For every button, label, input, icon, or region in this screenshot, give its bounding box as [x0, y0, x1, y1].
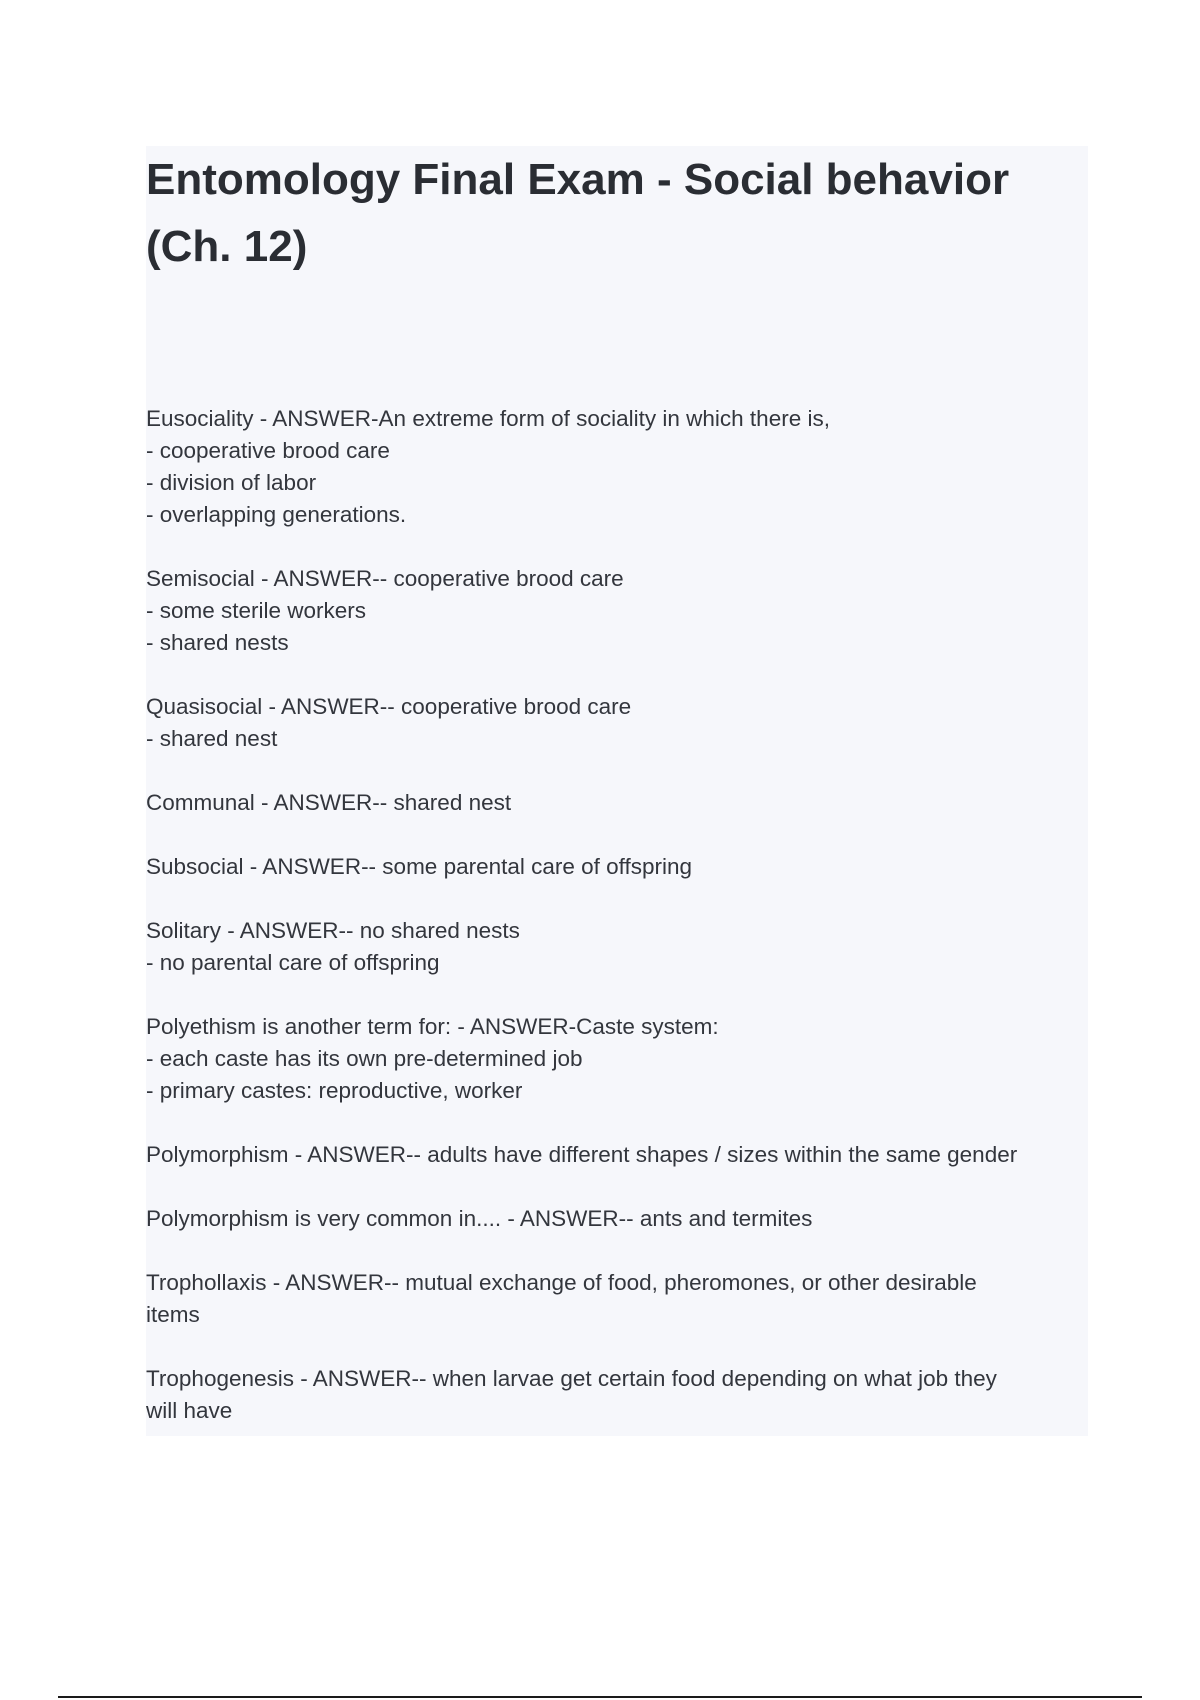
- qa-entry-solitary: Solitary - ANSWER-- no shared nests - no parental care of offspring: [146, 918, 520, 975]
- qa-entry-polymorphism-common: Polymorphism is very common in.... - ANSWER-- ants and termites: [146, 1206, 813, 1231]
- document-title: Entomology Final Exam - Social behavior (Ch. 12): [146, 155, 1010, 271]
- qa-entry-trophollaxis: Trophollaxis - ANSWER-- mutual exchange of food, pheromones, or other desirable items: [146, 1270, 977, 1327]
- qa-entry-eusociality: Eusociality - ANSWER-An extreme form of sociality in which there is, - cooperative brood care - division of labor - overlapping generations.: [146, 406, 830, 527]
- qa-entry-subsocial: Subsocial - ANSWER-- some parental care of offspring: [146, 854, 693, 879]
- qa-list: [146, 403, 1088, 1459]
- footer-divider: [58, 1696, 1142, 1698]
- qa-entry-polymorphism: Polymorphism - ANSWER-- adults have different shapes / sizes within the same gender: [146, 1142, 1018, 1167]
- qa-entry-polyethism: Polyethism is another term for: - ANSWER-Caste system: - each caste has its own pre-determined job - primary castes: reproductive, worker: [146, 1014, 719, 1103]
- qa-entry-communal: Communal - ANSWER-- shared nest: [146, 790, 512, 815]
- qa-entry-semisocial: Semisocial - ANSWER-- cooperative brood care - some sterile workers - shared nests: [146, 566, 624, 655]
- qa-entry-quasisocial: Quasisocial - ANSWER-- cooperative brood care - shared nest: [146, 694, 632, 751]
- document-content: [146, 146, 1088, 1436]
- qa-entry-trophogenesis: Trophogenesis - ANSWER-- when larvae get certain food depending on what job they will have: [146, 1366, 997, 1423]
